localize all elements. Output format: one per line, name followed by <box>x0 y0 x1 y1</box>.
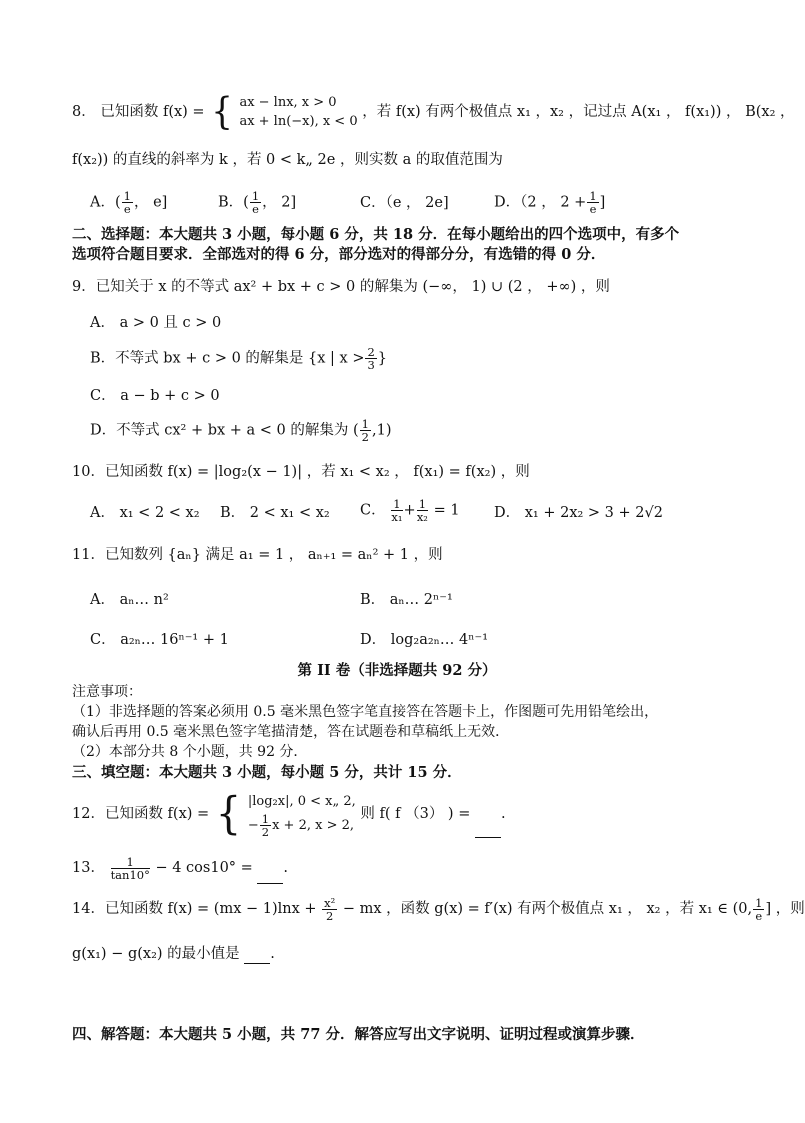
q10-option-c-denominator-2: x₂ <box>416 510 428 524</box>
q8-option-b-fraction <box>250 190 261 215</box>
q12-line <box>72 790 506 838</box>
q8-option-b[interactable] <box>218 190 296 215</box>
q14-fraction-x2 <box>322 897 337 922</box>
q8-option-d-denominator: e <box>589 202 597 216</box>
q8-option-b-tail: ， 2] <box>262 194 297 211</box>
q14-prefix: 14．已知函数 f(x) = (mx − 1)lnx + <box>72 901 317 917</box>
q8-option-a-tail: ， e] <box>133 194 168 211</box>
q9-option-d-postfix: ,1) <box>371 422 392 439</box>
q10-option-c-label: C． <box>360 502 386 519</box>
q14-middle: − mx ，函数 g(x) = f′(x) 有两个极值点 x₁ ， x₂ ，若 x₁ ∈ (0, <box>342 901 753 917</box>
q14-answer-blank[interactable] <box>244 949 270 964</box>
section4-title: 四、解答题：本大题共 5 小题，共 77 分．解答应写出文字说明、证明过程或演算步骤． <box>72 1026 645 1043</box>
part2-notes-title: 注意事项： <box>72 684 142 700</box>
q13-answer-blank[interactable] <box>257 869 283 884</box>
q10-option-d[interactable]: D． x₁ + 2x₂ > 3 + 2√2 <box>494 505 663 521</box>
q14-interval-denominator: e <box>755 908 763 923</box>
q10-option-c-denominator-1: x₁ <box>391 510 403 524</box>
q8-option-b-label: B．( <box>218 194 249 211</box>
q12-brace: { <box>215 788 242 840</box>
q12-cases <box>248 791 356 838</box>
q8-case-2: ax + ln(−x), x < 0 <box>239 114 358 129</box>
q9-option-b-prefix: B．不等式 bx + c > 0 的解集是 {x | x > <box>90 350 365 367</box>
q8-line2: f(x₂)) 的直线的斜率为 k ，若 0 < k„ 2e ，则实数 a 的取值范围为 <box>72 152 503 168</box>
q8-option-b-denominator: e <box>252 202 259 216</box>
q8-brace: { <box>211 90 233 134</box>
q10-option-a[interactable]: A． x₁ < 2 < x₂ <box>90 505 200 521</box>
part2-note-2: （2）本部分共 8 个小题，共 92 分． <box>72 744 308 760</box>
q8-option-c[interactable]: C．（e ， 2e] <box>360 195 449 211</box>
q12-prefix: 12．已知函数 f(x) = <box>72 806 210 822</box>
q13-prefix: 13． <box>72 860 105 876</box>
q9-option-c[interactable]: C． a − b + c > 0 <box>90 388 220 404</box>
q14-fraction-x2-denominator: 2 <box>326 908 334 923</box>
q8-option-d-numerator: 1 <box>589 189 597 203</box>
q12-case-2-sign: − <box>247 817 259 833</box>
q8-option-a-denominator: e <box>123 202 131 216</box>
q12-postfix: 则 f( f （3） ) = <box>360 806 471 822</box>
q14-fraction-interval <box>753 897 764 922</box>
q8-option-d-tail: ] <box>599 194 606 211</box>
q9-option-b-postfix: } <box>377 350 388 367</box>
q14-line1 <box>72 893 805 925</box>
q13-period: . <box>283 860 289 876</box>
q10-option-c-plus: + <box>403 502 416 519</box>
q11-stem: 11．已知数列 {aₙ} 满足 a₁ = 1 ， aₙ₊₁ = aₙ² + 1 ，则 <box>72 547 443 563</box>
q14-postfix: ] ，则 <box>765 901 805 917</box>
q10-option-c-numerator-2: 1 <box>418 497 427 511</box>
q12-case-2-numerator: 1 <box>261 811 270 826</box>
q13-denominator: tan10° <box>110 867 150 882</box>
q12-period: . <box>500 806 506 822</box>
q12-case-2-fraction <box>260 813 271 838</box>
section2-line2: 选项符合题目要求．全部选对的得 6 分，部分选对的得部分分，有选错的得 0 分． <box>72 246 606 263</box>
part2-title: 第 II 卷（非选择题共 92 分） <box>297 662 497 679</box>
q10-option-c-fraction-2 <box>417 498 428 523</box>
q8-cases <box>239 93 357 131</box>
q8-line1 <box>72 92 795 132</box>
q8-option-a-numerator: 1 <box>123 189 131 203</box>
q8-option-a[interactable] <box>90 190 167 215</box>
q9-option-a[interactable]: A． a > 0 且 c > 0 <box>90 315 222 331</box>
q13-postfix: − 4 cos10° = <box>155 860 253 876</box>
q11-option-b[interactable]: B． aₙ… 2ⁿ⁻¹ <box>360 592 453 608</box>
q14-line2-text: g(x₁) − g(x₂) 的最小值是 <box>72 946 240 962</box>
q12-answer-blank[interactable] <box>475 823 501 838</box>
part2-note-1b: 确认后再用 0.5 毫米黑色签字笔描清楚，答在试题卷和草稿纸上无效． <box>72 724 510 740</box>
q8-option-d-label: D．（2 ， 2 + <box>494 194 587 211</box>
q9-option-d-numerator: 1 <box>361 417 369 431</box>
q9-option-d[interactable] <box>90 418 391 443</box>
q8-prefix: 已知函数 f(x) = <box>100 104 205 120</box>
q8-case-1: ax − lnx, x > 0 <box>239 95 337 110</box>
q8-number: 8． <box>72 104 96 120</box>
q14-line2 <box>72 944 275 964</box>
section2-line1: 二、选择题：本大题共 3 小题，每小题 6 分，共 18 分．在每小题给出的四个选项中，有多个 <box>72 226 680 243</box>
part2-note-1a: （1）非选择题的答案必须用 0.5 毫米黑色签字笔直接答在答题卡上，作图题可先用铅笔绘出， <box>72 704 659 720</box>
q11-option-d[interactable]: D． log₂a₂ₙ… 4ⁿ⁻¹ <box>360 632 489 648</box>
q10-stem: 10．已知函数 f(x) = |log₂(x − 1)| ，若 x₁ < x₂ ， f(x₁) = f(x₂) ，则 <box>72 464 530 480</box>
q10-option-c-postfix: = 1 <box>433 502 460 519</box>
q9-option-b-numerator: 2 <box>367 345 375 359</box>
q9-option-b-fraction <box>365 346 376 371</box>
q9-option-d-prefix: D．不等式 cx² + bx + a < 0 的解集为 ( <box>90 422 359 439</box>
q14-fraction-x2-numerator: x² <box>324 895 336 910</box>
q8-option-d-fraction <box>587 190 598 215</box>
q14-interval-numerator: 1 <box>755 895 763 910</box>
q9-option-b-denominator: 3 <box>367 358 375 372</box>
q12-case-2-postfix: x + 2, x > 2, <box>272 817 355 833</box>
q14-period: . <box>270 946 275 962</box>
q8-postfix: ，若 f(x) 有两个极值点 x₁ ，x₂ ，记过点 A(x₁ ， f(x₁)) ， B(x₂ ， <box>362 104 795 120</box>
q8-option-a-label: A．( <box>90 194 121 211</box>
q10-option-c[interactable] <box>360 498 460 523</box>
q10-option-c-fraction-1 <box>391 498 402 523</box>
q9-stem: 9．已知关于 x 的不等式 ax² + bx + c > 0 的解集为 (−∞， 1) ∪ (2 ， +∞) ，则 <box>72 279 610 295</box>
q9-option-b[interactable] <box>90 346 387 371</box>
q8-option-b-numerator: 1 <box>251 189 260 203</box>
section3-title: 三、填空题：本大题共 3 小题，每小题 5 分，共计 15 分． <box>72 764 462 781</box>
q12-case-1: |log₂x|, 0 < x„ 2, <box>247 793 356 809</box>
q12-case-2-denominator: 2 <box>261 824 270 839</box>
q9-option-d-fraction <box>360 418 371 443</box>
q11-option-a[interactable]: A． aₙ… n² <box>90 592 169 608</box>
q9-option-d-denominator: 2 <box>361 430 369 444</box>
q11-option-c[interactable]: C． a₂ₙ… 16ⁿ⁻¹ + 1 <box>90 632 229 648</box>
q13-numerator: 1 <box>111 856 150 869</box>
q12-case-2 <box>248 813 356 838</box>
q10-option-b[interactable]: B． 2 < x₁ < x₂ <box>220 505 330 521</box>
q8-option-d[interactable] <box>494 190 605 215</box>
q8-option-a-fraction <box>122 190 133 215</box>
q13-line <box>72 852 288 884</box>
q13-fraction <box>111 856 150 881</box>
q10-option-c-numerator-1: 1 <box>393 497 401 511</box>
